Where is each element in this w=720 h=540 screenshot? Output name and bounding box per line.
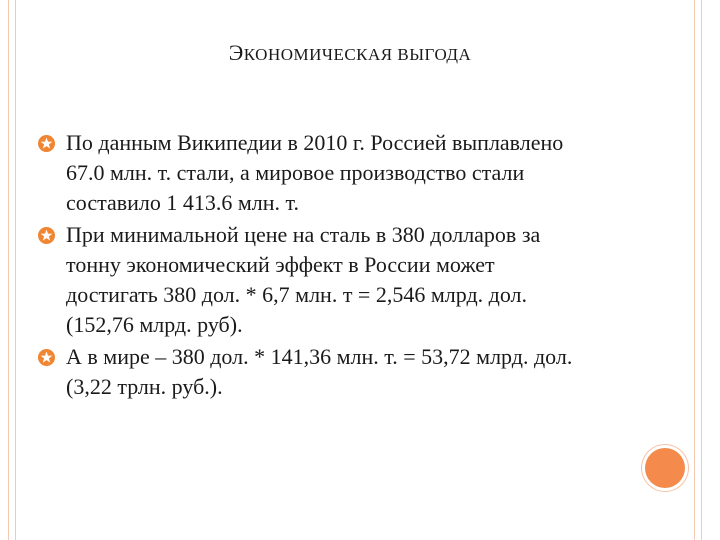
bullet-list bbox=[38, 128, 658, 402]
slide-title bbox=[0, 40, 700, 66]
title-rest: КОНОМИЧЕСКАЯ ВЫГОДА bbox=[243, 45, 472, 64]
bullet-line: А в мире – 380 дол. * 141,36 млн. т. = 53,72 млрд. дол. bbox=[66, 344, 573, 369]
star-bullet-icon bbox=[38, 135, 55, 152]
bullet-item bbox=[38, 220, 658, 340]
bullet-line: (152,76 млрд. руб). bbox=[66, 312, 243, 337]
star-bullet-icon bbox=[38, 227, 55, 244]
bullet-item bbox=[38, 128, 658, 218]
bullet-line: (3,22 трлн. руб.). bbox=[66, 374, 223, 399]
bullet-line: 67.0 млн. т. стали, а мировое производство стали bbox=[66, 160, 525, 185]
title-first-letter: Э bbox=[228, 40, 244, 65]
decorative-circle bbox=[645, 448, 685, 488]
bullet-line: составило 1 413.6 млн. т. bbox=[66, 190, 299, 215]
bullet-line: При минимальной цене на сталь в 380 долларов за bbox=[66, 222, 541, 247]
left-decorative-frame bbox=[8, 0, 16, 540]
bullet-line: По данным Википедии в 2010 г. Россией выплавлено bbox=[66, 130, 564, 155]
star-bullet-icon bbox=[38, 349, 55, 366]
bullet-line: тонну экономический эффект в России может bbox=[66, 252, 495, 277]
right-decorative-frame bbox=[694, 0, 702, 540]
bullet-item bbox=[38, 342, 658, 402]
bullet-line: достигать 380 дол. * 6,7 млн. т = 2,546 млрд. дол. bbox=[66, 282, 528, 307]
